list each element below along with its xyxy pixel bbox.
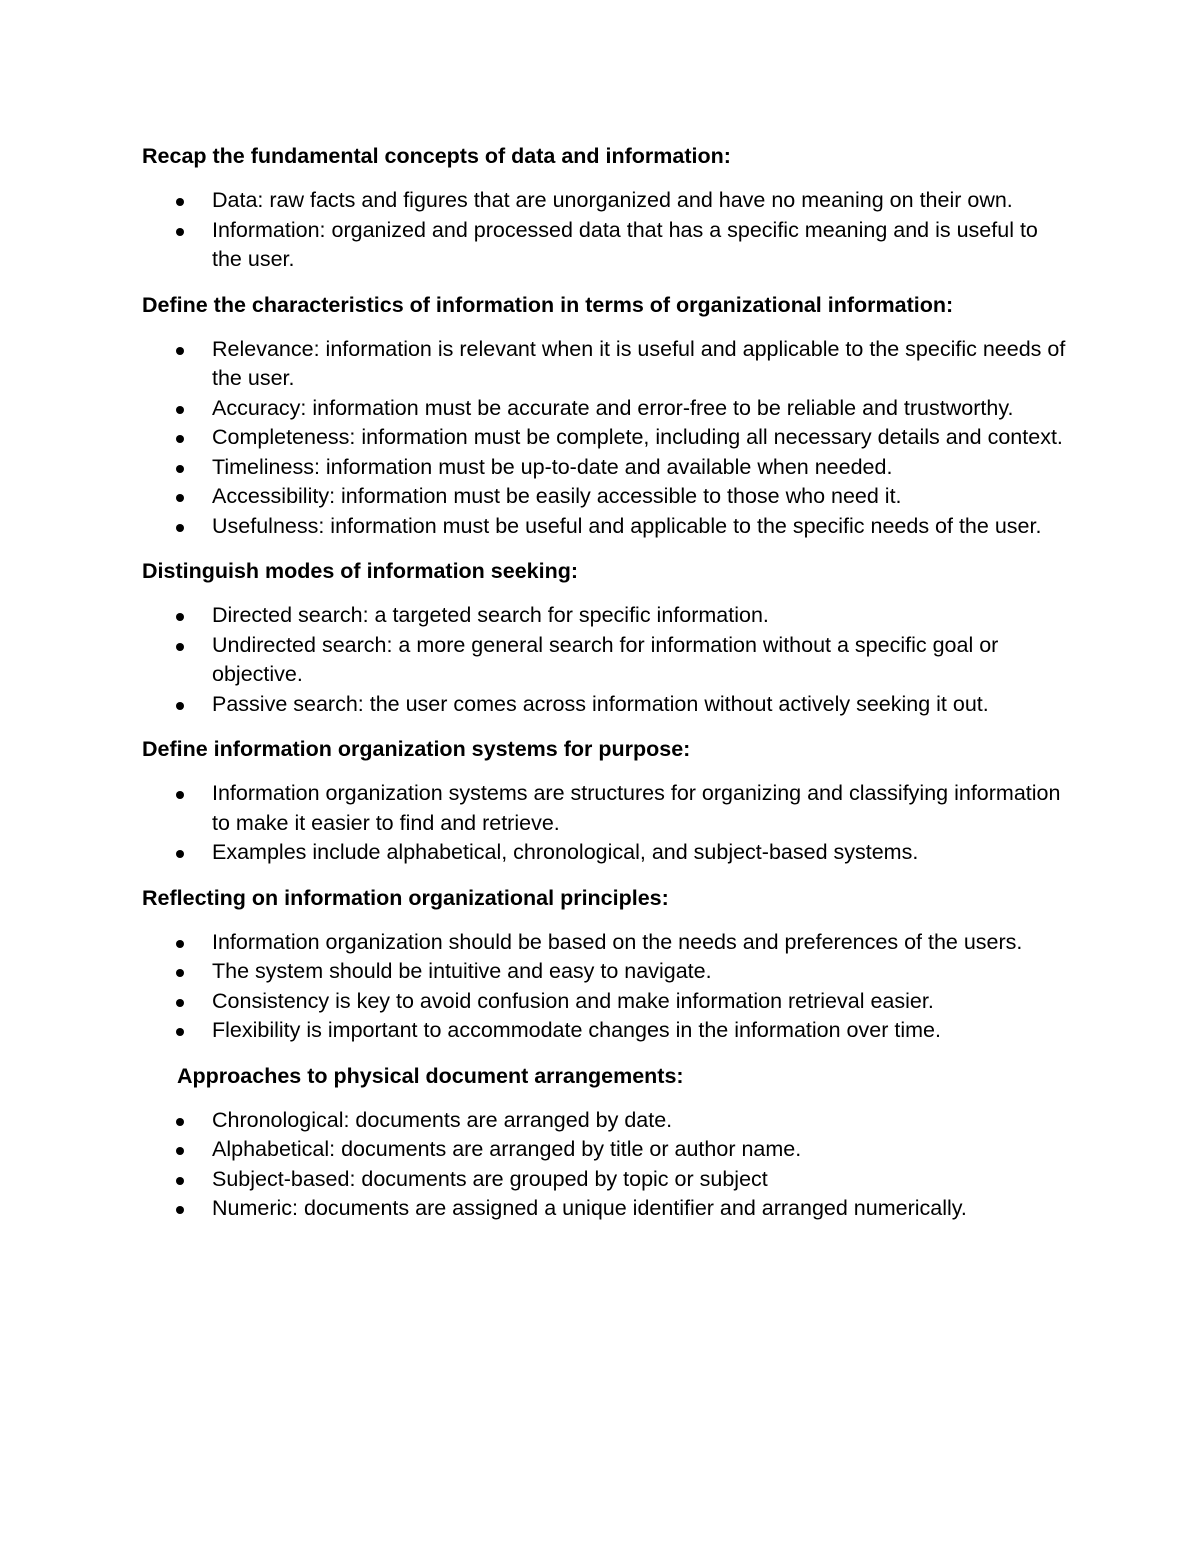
list-item <box>142 957 1072 987</box>
section-heading: Define information organization systems for purpose: <box>142 737 691 761</box>
bullet-list <box>142 928 1072 1046</box>
bullet-icon <box>176 228 184 236</box>
list-item <box>142 928 1072 958</box>
bullet-icon <box>176 1147 184 1155</box>
bullet-icon <box>176 1028 184 1036</box>
bullet-icon <box>176 613 184 621</box>
list-item <box>142 1194 1072 1224</box>
list-item-text: Information organization systems are structures for organizing and classifying information to make it easier to find and retrieve. <box>212 781 1061 835</box>
list-item <box>142 1106 1072 1136</box>
document-body <box>142 141 1072 1239</box>
list-item <box>142 335 1072 394</box>
list-item <box>142 987 1072 1017</box>
list-item-text: Completeness: information must be complete, including all necessary details and context. <box>212 425 1063 449</box>
section-heading: Distinguish modes of information seeking: <box>142 559 579 583</box>
list-item-text: Usefulness: information must be useful and applicable to the specific needs of the user. <box>212 513 1042 538</box>
list-item-text: Chronological: documents are arranged by date. <box>212 1107 673 1132</box>
bullet-list <box>142 186 1072 275</box>
bullet-icon <box>176 1177 184 1185</box>
section-information-seeking <box>142 556 1072 719</box>
list-item-text: Flexibility is important to accommodate changes in the information over time. <box>212 1018 941 1042</box>
bullet-list <box>142 335 1072 542</box>
section-heading: Approaches to physical document arrangements: <box>177 1063 684 1088</box>
list-item-text: Passive search: the user comes across information without actively seeking it out. <box>212 691 989 716</box>
bullet-list <box>142 601 1072 719</box>
bullet-icon <box>176 643 184 651</box>
list-item <box>142 1135 1072 1165</box>
section-organizational-principles <box>142 883 1072 1046</box>
list-item <box>142 1016 1072 1046</box>
list-item <box>142 186 1072 216</box>
list-item <box>142 512 1072 542</box>
list-item-text: Accuracy: information must be accurate and error-free to be reliable and trustworthy. <box>212 395 1014 420</box>
list-item-text: Alphabetical: documents are arranged by title or author name. <box>212 1137 802 1161</box>
bullet-icon <box>176 969 184 977</box>
bullet-icon <box>176 347 184 355</box>
bullet-icon <box>176 999 184 1007</box>
section-heading: Recap the fundamental concepts of data and information: <box>142 144 731 168</box>
section-characteristics <box>142 290 1072 542</box>
bullet-icon <box>176 524 184 532</box>
list-item-text: Relevance: information is relevant when it is useful and applicable to the specific needs of the user. <box>212 336 1066 390</box>
bullet-icon <box>176 1206 184 1214</box>
list-item-text: Examples include alphabetical, chronological, and subject-based systems. <box>212 840 919 864</box>
list-item-text: Consistency is key to avoid confusion and make information retrieval easier. <box>212 988 934 1013</box>
list-item-text: Directed search: a targeted search for specific information. <box>212 603 769 627</box>
list-item-text: Accessibility: information must be easily accessible to those who need it. <box>212 484 902 508</box>
bullet-list <box>142 779 1072 868</box>
list-item-text: Data: raw facts and figures that are unorganized and have no meaning on their own. <box>212 188 1013 212</box>
list-item-text: Numeric: documents are assigned a unique identifier and arranged numerically. <box>212 1196 967 1220</box>
list-item-text: Subject-based: documents are grouped by topic or subject <box>212 1166 768 1191</box>
list-item <box>142 838 1072 868</box>
section-data-information <box>142 141 1072 275</box>
section-heading: Reflecting on information organizational principles: <box>142 885 669 910</box>
bullet-icon <box>176 1118 184 1126</box>
list-item <box>142 216 1072 275</box>
bullet-icon <box>176 494 184 502</box>
bullet-list <box>142 1106 1072 1224</box>
list-item <box>142 482 1072 512</box>
list-item-text: Timeliness: information must be up-to-date and available when needed. <box>212 454 893 479</box>
list-item <box>142 394 1072 424</box>
list-item <box>142 1165 1072 1195</box>
bullet-icon <box>176 702 184 710</box>
bullet-icon <box>176 435 184 443</box>
section-organization-systems <box>142 734 1072 868</box>
list-item <box>142 423 1072 453</box>
bullet-icon <box>176 465 184 473</box>
list-item <box>142 601 1072 631</box>
bullet-icon <box>176 791 184 799</box>
bullet-icon <box>176 940 184 948</box>
section-document-arrangements <box>142 1061 1072 1224</box>
bullet-icon <box>176 406 184 414</box>
list-item <box>142 631 1072 690</box>
list-item-text: Information organization should be based on the needs and preferences of the users. <box>212 929 1023 954</box>
bullet-icon <box>176 850 184 858</box>
list-item-text: Information: organized and processed data that has a specific meaning and is useful to the user. <box>212 217 1038 271</box>
list-item <box>142 453 1072 483</box>
list-item-text: The system should be intuitive and easy to navigate. <box>212 959 712 983</box>
list-item-text: Undirected search: a more general search for information without a specific goal or objective. <box>212 632 999 686</box>
section-heading: Define the characteristics of information in terms of organizational information: <box>142 292 954 317</box>
list-item <box>142 690 1072 720</box>
list-item <box>142 779 1072 838</box>
bullet-icon <box>176 198 184 206</box>
